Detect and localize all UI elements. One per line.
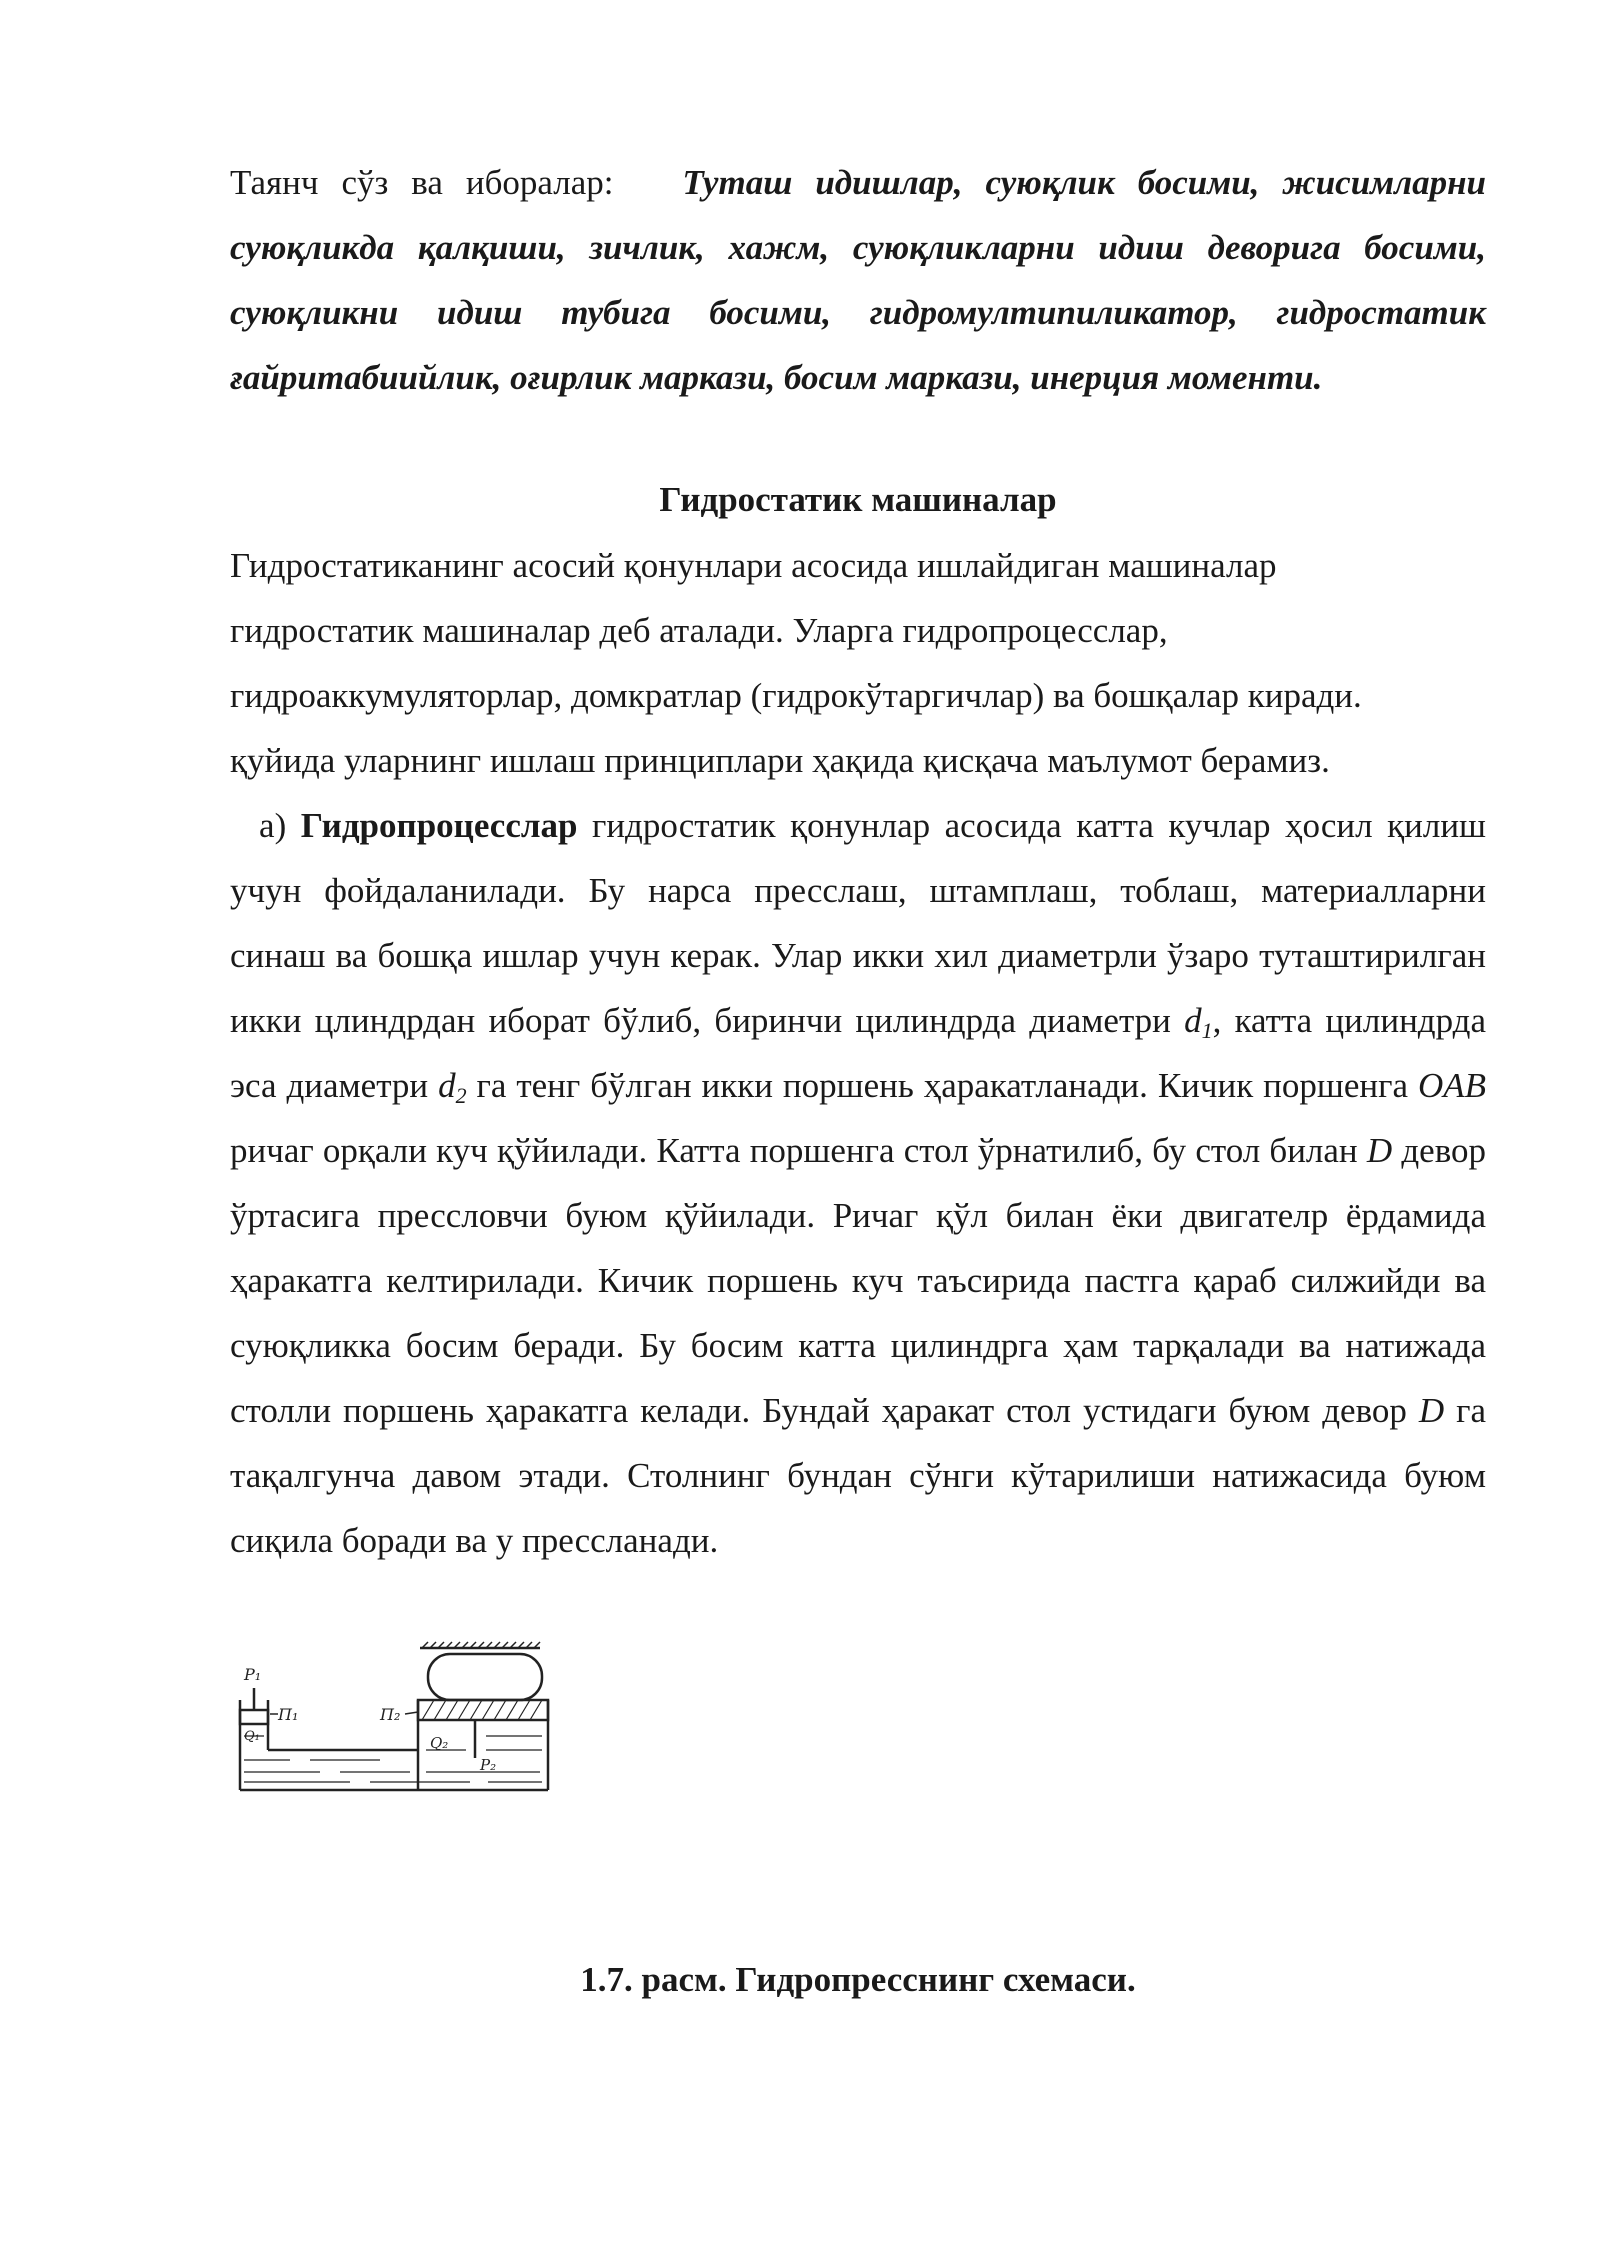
label-p1: P₁ bbox=[244, 1665, 262, 1684]
document-page bbox=[230, 150, 1487, 1999]
label-piston2: П₂ bbox=[380, 1705, 401, 1724]
keywords-terms: Туташ идишлар, суюқлик босими, жисимларни суюқликда қалқиши, зичлик, хажм, суюқликларни идиш деворига босими, суюқликни идиш тубига босими, гидромултипиликатор, гидростатик ғайритабиийлик, оғирлик маркази, босим маркази, инерция моменти. bbox=[230, 163, 1487, 397]
intro-line: гидроаккумуляторлар, домкратлар (гидрокўтаргичлар) ва бошқалар киради. bbox=[230, 676, 1362, 715]
keywords-label: Таянч сўз ва иборалар: bbox=[230, 163, 614, 202]
symbol-d2: d bbox=[438, 1066, 456, 1105]
symbol-wall-d: D bbox=[1366, 1131, 1393, 1170]
label-p2: P₂ bbox=[480, 1756, 497, 1774]
symbol-oab: OAB bbox=[1417, 1066, 1486, 1105]
symbol-d1-subscript: 1 bbox=[1201, 1018, 1213, 1043]
list-marker: а) bbox=[259, 806, 287, 845]
keywords-paragraph bbox=[230, 150, 1486, 410]
text-run: га тенг бўлган икки поршень ҳаракатланади. Кичик поршенга bbox=[466, 1066, 1418, 1105]
text-run: ричаг орқали куч қўйилади. Катта поршенга стол ўрнатилиб, бу стол билан bbox=[230, 1131, 1367, 1170]
text-run: га тақалгунча давом этади. Столнинг бундан сўнги кўтарилиши натижасида буюм сиқила боради ва у пресcланади. bbox=[230, 1391, 1487, 1560]
text-run: , катта цилиндрда эса диаметри bbox=[230, 1001, 1486, 1105]
section-title: Гидростатик машиналар bbox=[659, 480, 1057, 519]
intro-line: гидростатик машиналар деб аталади. Уларга гидропроцесслар, bbox=[230, 611, 1168, 650]
symbol-d1: d bbox=[1184, 1001, 1202, 1040]
label-piston1: П₁ bbox=[278, 1705, 299, 1724]
hydropress-diagram bbox=[230, 1640, 560, 1805]
intro-line: Гидростатиканинг асосий қонунлари асосида ишлайдиган машиналар bbox=[230, 546, 1277, 585]
label-q2: Q₂ bbox=[430, 1734, 449, 1752]
figure-caption: 1.7. расм. Гидропресснинг схемаси. bbox=[580, 1960, 1136, 1999]
symbol-d2-subscript: 2 bbox=[455, 1083, 467, 1108]
hydropress-paragraph bbox=[230, 793, 1486, 1573]
term-hydropress: Гидропроцесслар bbox=[300, 806, 578, 845]
label-q1: Q₁ bbox=[244, 1729, 260, 1744]
text-run: гидростатик қонунлар асосида катта кучлар ҳосил қилиш учун фойдаланилади. Бу нарса пресслаш, штамплаш, тоблаш, материалларни синаш ва бошқа ишлар учун керак. Улар икки хил диаметрли ўзаро туташтирилган икки цлиндрдан иборат бўлиб, биринчи цилиндрда диаметри bbox=[230, 806, 1486, 1040]
text-run: девор ўртасига прессловчи буюм қўйилади. Ричаг қўл билан ёки двигателр ёрдамида ҳаракатга келтирилади. Кичик поршень куч таъсирида пастга қараб силжийди ва суюқликка босим беради. Бу босим катта цилиндрга ҳам тарқалади ва натижада столли поршень ҳаракатга келади. Бундай ҳаракат стол устидаги буюм девор bbox=[230, 1131, 1486, 1430]
symbol-wall-d: D bbox=[1418, 1391, 1445, 1430]
intro-paragraph bbox=[230, 533, 1486, 793]
intro-line: қуйида уларнинг ишлаш принциплари ҳақида қисқача маълумот берамиз. bbox=[230, 741, 1330, 780]
